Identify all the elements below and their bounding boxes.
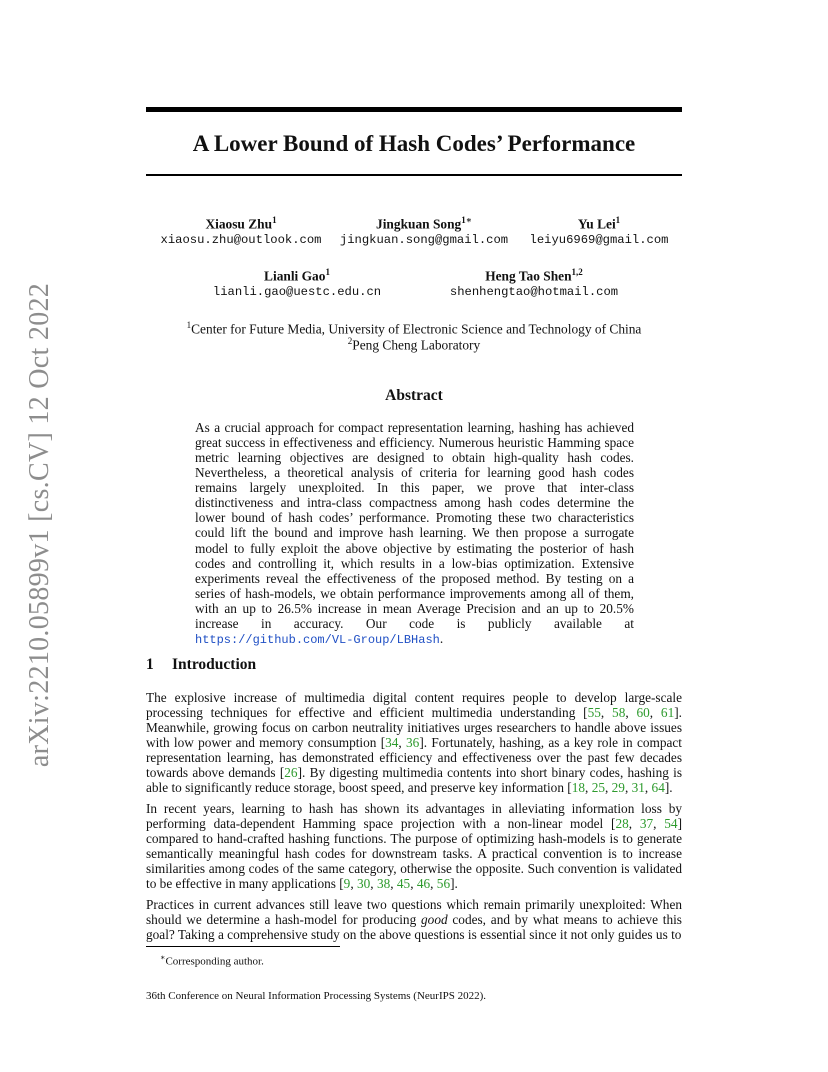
- author-name: Yu Lei$^1$: [577, 215, 621, 232]
- citation-link[interactable]: 25: [591, 780, 605, 796]
- citation-link[interactable]: 61: [660, 705, 675, 721]
- author-block: [206, 264, 388, 300]
- author-email: xiaosu.zhu@outlook.com: [160, 233, 322, 248]
- title-bottom-rule: [146, 174, 682, 176]
- citation-link[interactable]: 34: [385, 735, 399, 751]
- paragraph-text: codes, and by what means to achieve this goal? Taking a comprehensive study on the above questions is essential since it not only guides us to: [146, 912, 682, 943]
- affiliation: $^2$Peng Cheng Laboratory: [347, 336, 481, 353]
- author-email: shenhengtao@hotmail.com: [449, 285, 619, 300]
- title-top-rule: [146, 107, 682, 112]
- author-name: Lianli Gao$^1$: [264, 267, 330, 284]
- author-email: jingkuan.song@gmail.com: [339, 233, 509, 248]
- paragraph-text: ,: [390, 876, 397, 892]
- citation-link[interactable]: 54: [664, 816, 678, 832]
- intro-paragraph: [146, 801, 682, 891]
- paragraph-text: ,: [653, 816, 665, 832]
- paragraph-text: ,: [430, 876, 437, 892]
- author-block: [160, 212, 322, 248]
- paragraph-text: ,: [370, 876, 377, 892]
- citation-link[interactable]: 26: [284, 765, 298, 781]
- paragraph-text: ,: [649, 705, 661, 721]
- citation-link[interactable]: 36: [406, 735, 420, 751]
- citation-link[interactable]: 58: [612, 705, 626, 721]
- citation-link[interactable]: 28: [615, 816, 629, 832]
- abstract-heading: Abstract: [385, 387, 443, 404]
- author-name: Jingkuan Song$^{1∗}$: [376, 215, 472, 232]
- author-block: [338, 212, 510, 248]
- citation-link[interactable]: 29: [611, 780, 625, 796]
- emphasis-text: good: [421, 912, 448, 928]
- footnote-rule: [146, 946, 340, 947]
- paragraph-text: ]. By digesting multimedia contents into short binary codes, hashing is able to significantly reduce storage, boost speed, and preserve key information [: [146, 765, 682, 796]
- citation-link[interactable]: 46: [416, 876, 431, 892]
- paragraph-text: ]. Fortunately, hashing, as a key role in compact representation learning, has demonstrated efficiency and effectiveness over the past few decades towards above demands [: [146, 735, 682, 781]
- arxiv-identifier: [20, 282, 60, 768]
- paragraph-text: ].: [664, 780, 673, 796]
- citation-link[interactable]: 37: [639, 816, 654, 832]
- paragraph-text: ,: [644, 780, 652, 796]
- author-block: [444, 264, 624, 300]
- affiliation: $^1$Center for Future Media, University of Electronic Science and Technology of China: [186, 320, 642, 337]
- paragraph-text: ,: [624, 780, 632, 796]
- paragraph-text: ,: [604, 780, 612, 796]
- footnote: ∗Corresponding author.: [160, 953, 264, 968]
- paragraph-text: In recent years, learning to hash has shown its advantages in alleviating information loss by performing data-dependent Hamming space projection with a non-linear model [: [146, 801, 682, 832]
- paragraph-text: Practices in current advances still leave two questions which remain primarily unexploited: When should we determine a hash-model for producing: [146, 897, 682, 928]
- paragraph-text: ]. Meanwhile, growing focus on carbon neutrality initiatives urges researchers to handle above issues with low power and memory consumption [: [146, 705, 682, 751]
- author-block: [526, 212, 672, 248]
- paragraph-text: ,: [625, 705, 637, 721]
- section-heading: 1 Introduction: [146, 656, 257, 673]
- citation-link[interactable]: 38: [376, 876, 391, 892]
- arxiv-identifier-text: arXiv:2210.05899v1 [cs.CV] 12 Oct 2022: [24, 282, 55, 768]
- citation-link[interactable]: 55: [587, 705, 601, 721]
- citation-link[interactable]: 18: [571, 780, 586, 796]
- abstract-body: As a crucial approach for compact representation learning, hashing has achieved great success in effectiveness and efficiency. Numerous heuristic Hamming space metric learning objectives are designed to obtain high-quality hash codes. Nevertheless, a theoretical analysis of criteria for learning good hash codes remains largely unexploited. In this paper, we prove that inter-class distinctiveness and intra-class compactness among hash codes determine the lower bound of hash codes’ performance. Promoting these two characteristics could lift the bound and improve hash learning. We then propose a surrogate model to fully exploit the above objective by estimating the posterior of hash codes and controlling it, which results in a low-bias optimization. Extensive experiments reveal the effectiveness of the proposed method. By testing on a series of hash-models, we obtain performance improvements among all of them, with an up to 26.5% increase in mean Average Precision and an up to 20.5% increase in accuracy. Our code is publicly available at https://github.com/VL-Group/LBHash.: [195, 420, 634, 647]
- paragraph-text: ,: [398, 735, 407, 751]
- venue-line: 36th Conference on Neural Information Processing Systems (NeurIPS 2022).: [146, 990, 487, 1002]
- paragraph-text: ].: [450, 876, 458, 892]
- paragraph-text: ,: [410, 876, 417, 892]
- code-link[interactable]: https://github.com/VL-Group/LBHash: [195, 632, 440, 647]
- citation-link[interactable]: 64: [651, 780, 665, 796]
- citation-link[interactable]: 60: [636, 705, 650, 721]
- paragraph-text: ] compared to hand-crafted hashing functions. The purpose of optimizing hash-models is to generate semantically meaningful hash codes for downstream tasks. A practical convention is to increase similarities among codes of the same category, otherwise the opposite. Such convention is validated to be effective in many applications [: [146, 816, 683, 892]
- paper-title: A Lower Bound of Hash Codes’ Performance: [192, 131, 636, 156]
- paragraph-text: The explosive increase of multimedia digital content requires people to develop large-scale processing techniques for effective and efficient multimedia understanding [: [146, 690, 682, 721]
- paragraph-text: ,: [628, 816, 640, 832]
- paragraph-text: ,: [350, 876, 357, 892]
- citation-link[interactable]: 45: [396, 876, 411, 892]
- paragraph-text: ,: [585, 780, 592, 796]
- citation-link[interactable]: 30: [356, 876, 371, 892]
- citation-link[interactable]: 31: [631, 780, 645, 796]
- author-name: Xiaosu Zhu$^1$: [205, 215, 277, 232]
- paragraph-text: ,: [600, 705, 613, 721]
- citation-link[interactable]: 9: [343, 876, 351, 892]
- intro-paragraph: [146, 897, 682, 942]
- author-name: Heng Tao Shen$^{1,2}$: [485, 267, 583, 284]
- author-email: leiyu6969@gmail.com: [529, 233, 669, 248]
- intro-paragraph: [146, 690, 682, 795]
- citation-link[interactable]: 56: [436, 876, 451, 892]
- author-email: lianli.gao@uestc.edu.cn: [212, 285, 382, 300]
